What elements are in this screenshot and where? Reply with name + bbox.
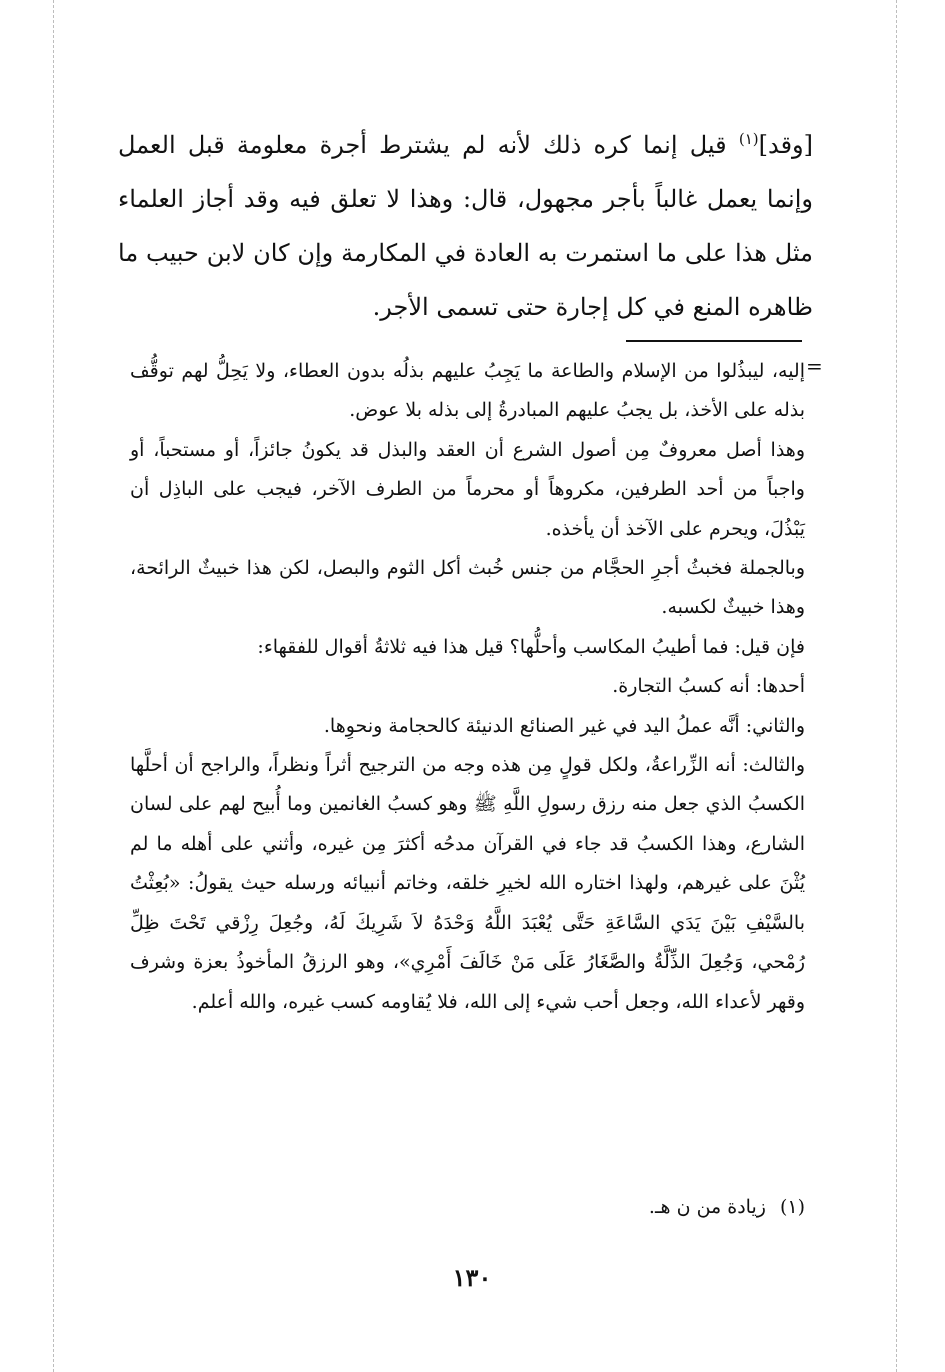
footnote-separator-line <box>626 340 802 342</box>
footnote-1 <box>400 1194 805 1220</box>
footnote-paragraph: إليه، ليبذُلوا من الإسلام والطاعة ما يَجِبُ عليهم بذلُه بدون العطاء، ولا يَحِلُّ لهم توقُّف بذله على الأخذ، بل يجبُ عليهم المبادرةُ إلى بذله بلا عوض. <box>130 360 805 422</box>
footnote-paragraph: والثالث: أنه الزِّراعةُ، ولكل قولٍ مِن هذه وجه من الترجيح أثراً ونظراً، والراجح أن أحلَّها الكسبُ الذي جعل منه رزق رسولِ اللَّهِ ﷺ وهو كسبُ الغانمين وما أُبيح لهم على لسان الشارع، وهذا الكسبُ قد جاء في القرآن مدحُه أكثرَ مِن غيره، وأثني على أهله ما لم يُثْنَ على غيرهم، ولهذا اختاره الله لخيرِ خلقه، وخاتم أنبيائه ورسله حيث يقولُ: «بُعِثْتُ بالسَّيْفِ بَيْنَ يَدَي السَّاعَةِ حَتَّى يُعْبَدَ اللَّهُ وَحْدَهُ لاَ شَرِيكَ لَهُ، وجُعِلَ رِزْقي تَحْتَ ظِلِّ رُمْحي، وَجُعِلَ الذِّلَّةُ والصَّغَارُ عَلَى مَنْ خَالَفَ أَمْرِي»، وهو الرزقُ المأخوذُ بعزة وشرف وقهر لأعداء الله، وجعل أحب شيء إلى الله، فلا يُقاومه كسب غيره، والله أعلم. <box>130 754 805 1013</box>
paragraph-text: قيل إنما كره ذلك لأنه لم يشترط أجرة معلومة قبل العمل وإنما يعمل غالباً بأجر مجهول، قال: وهذا لا تعلق فيه وقد أجاز العلماء مثل هذا على ما استمرت به العادة في المكارمة وإن كان لابن حبيب ما ظاهره المنع في كل إجارة حتى تسمى الأجر. <box>118 131 813 321</box>
footnote-paragraph: وهذا أصل معروفٌ مِن أصول الشرع أن العقد والبذل قد يكونُ جائزاً، أو مستحباً، أو واجباً من أحد الطرفين، مكروهاً أو محرماً من الطرف الآخر، فيجب على الباذِل أن يَبْذُلَ، ويحرم على الآخذ أن يأخذه. <box>130 438 805 540</box>
footnote-marker: (١) <box>738 130 759 148</box>
footnote-paragraph: فإن قيل: فما أطيبُ المكاسب وأحلُّها؟ قيل هذا فيه ثلاثةُ أقوال للفقهاء: <box>257 635 805 658</box>
right-margin-guide <box>896 0 897 1372</box>
footnote-1-number: (١) <box>779 1196 805 1218</box>
footnote-continuation-mark: = <box>806 354 823 378</box>
left-margin-guide <box>53 0 54 1372</box>
footnote-paragraph: أحدها: أنه كسبُ التجارة. <box>612 675 805 698</box>
footnote-paragraph: والثاني: أنَّه عملُ اليد في غير الصنائع الدنيئة كالحجامة ونحوِها. <box>323 714 805 737</box>
bracketed-word: [وقد] <box>758 131 814 159</box>
main-paragraph <box>118 118 813 334</box>
main-body-text <box>118 118 813 334</box>
page-number: ١٣٠ <box>452 1263 492 1292</box>
footnote-paragraph: وبالجملة فخبثُ أجرِ الحجَّام من جنس خُبث أكل الثوم والبصل، لكن هذا خبيثٌ الرائحة، وهذا خبيثٌ لكسبه. <box>130 557 805 619</box>
footnote-1-text: زيادة من ن هـ. <box>648 1196 766 1218</box>
footnote-continuation-text <box>130 352 805 1022</box>
